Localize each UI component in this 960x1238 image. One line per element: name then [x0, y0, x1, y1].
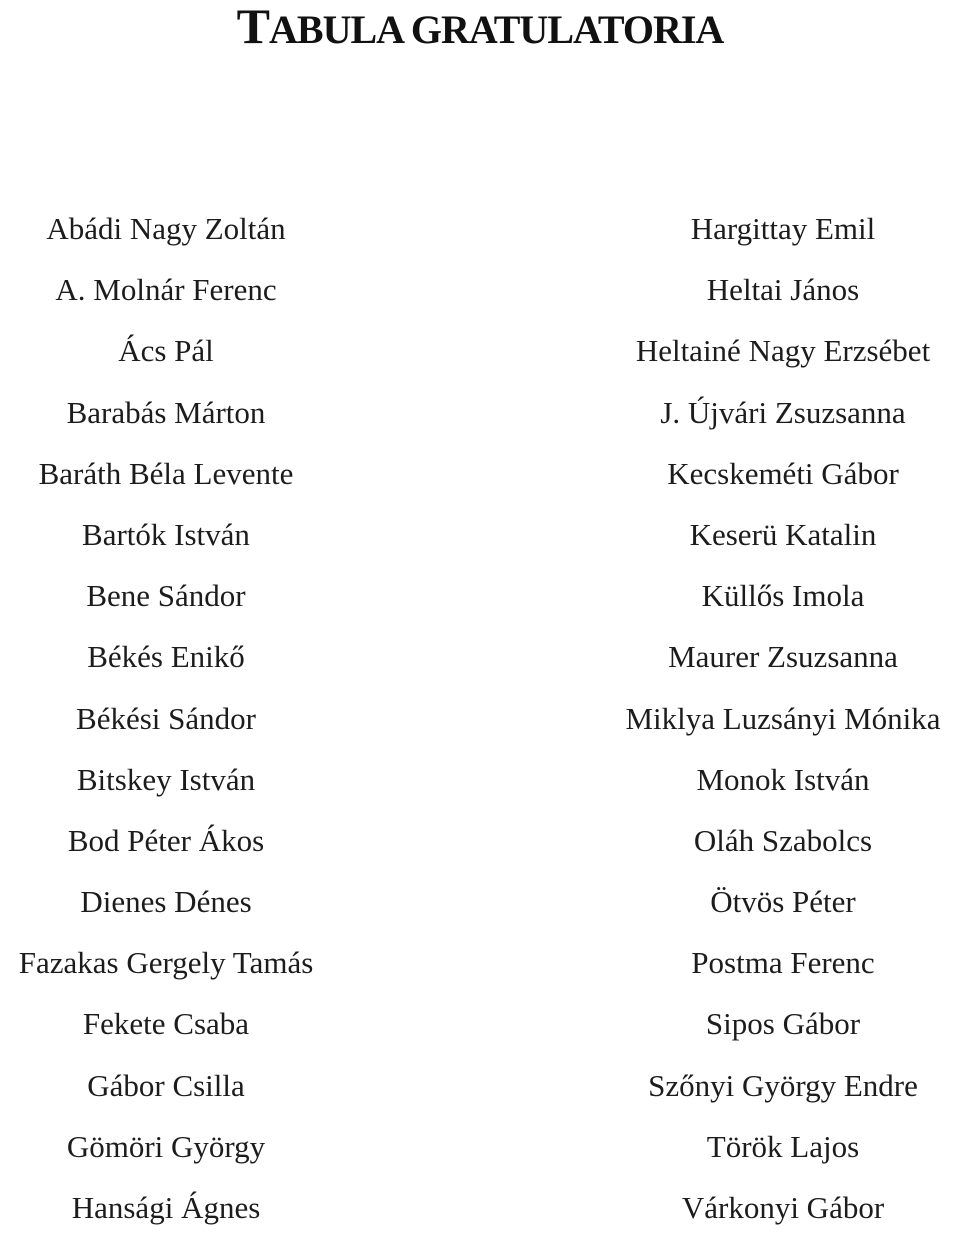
name-entry: A. Molnár Ferenc: [55, 272, 277, 308]
name-entry: Maurer Zsuzsanna: [668, 639, 898, 675]
name-entry: Hansági Ágnes: [71, 1190, 261, 1225]
name-entry: Keserü Katalin: [689, 516, 877, 552]
title-rest: ABULA GRATULATORIA: [269, 7, 724, 52]
name-entry: Gömöri György: [66, 1128, 266, 1164]
name-entry: Hargittay Emil: [690, 211, 876, 246]
name-entry: Postma Ferenc: [691, 945, 875, 981]
name-entry: Ötvös Péter: [710, 884, 856, 920]
name-entry: J. Újvári Zsuzsanna: [660, 394, 906, 430]
name-entry: Sipos Gábor: [705, 1006, 861, 1042]
name-entry: Szőnyi György Endre: [648, 1067, 918, 1103]
name-entry: Békés Enikő: [87, 639, 245, 675]
name-entry: Fazakas Gergely Tamás: [18, 945, 314, 981]
name-entry: Ács Pál: [118, 333, 214, 369]
name-entry: Török Lajos: [706, 1128, 860, 1164]
name-entry: Kecskeméti Gábor: [667, 455, 899, 491]
name-entry: Bitskey István: [76, 761, 256, 797]
name-entry: Bod Péter Ákos: [67, 822, 265, 858]
name-entry: Heltainé Nagy Erzsébet: [635, 333, 931, 369]
name-entry: Dienes Dénes: [80, 884, 252, 920]
title-initial: T: [236, 0, 270, 54]
name-list-right: [606, 198, 960, 1238]
name-entry: Küllős Imola: [701, 578, 865, 614]
page-title: [0, 0, 960, 56]
name-entry: Békési Sándor: [76, 700, 256, 736]
name-entry: Miklya Luzsányi Mónika: [625, 700, 941, 736]
name-entry: Abádi Nagy Zoltán: [46, 211, 286, 246]
name-entry: Fekete Csaba: [82, 1006, 250, 1042]
name-entry: Barabás Márton: [66, 394, 266, 430]
name-entry: Várkonyi Gábor: [681, 1190, 885, 1225]
name-entry: Monok István: [696, 761, 870, 797]
name-entry: Oláh Szabolcs: [693, 822, 873, 858]
name-entry: Heltai János: [706, 272, 860, 308]
name-entry: Baráth Béla Levente: [38, 455, 294, 491]
name-entry: Bene Sándor: [86, 578, 246, 614]
name-list-left: [0, 198, 332, 1238]
name-entry: Gábor Csilla: [87, 1067, 245, 1103]
name-entry: Bartók István: [82, 516, 250, 552]
